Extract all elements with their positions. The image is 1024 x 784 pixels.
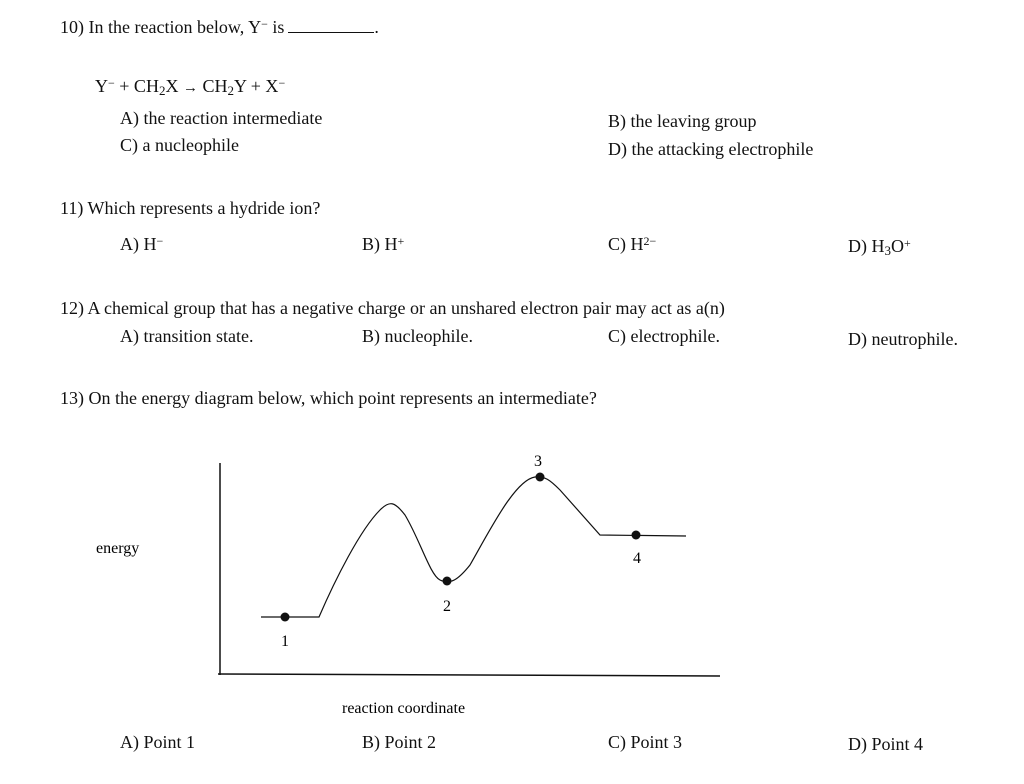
energy-curve — [261, 477, 686, 617]
point-2-marker — [443, 577, 452, 586]
q10-option-b[interactable]: B) the leaving group — [608, 111, 757, 131]
energy-axis-label: energy — [96, 540, 140, 557]
reaction-equation: $Y^- + CH_2X \to CH_2Y + X^-$ — [95, 76, 286, 98]
question-10-stem: 10) In the reaction below, Y− is . — [60, 17, 379, 37]
q13-option-c[interactable]: C) Point 3 — [608, 732, 683, 752]
point-3-label: 3 — [534, 453, 542, 470]
reaction-coordinate-label: reaction coordinate — [342, 700, 466, 717]
q11-option-c[interactable]: C) $H^{2-}$ — [608, 234, 657, 254]
q11-option-b[interactable]: B) H+ — [362, 234, 405, 254]
q11-option-d[interactable]: D) $H_3O^+$ — [848, 236, 911, 258]
point-2-label: 2 — [443, 598, 451, 615]
question-13-stem: 13) On the energy diagram below, which point represents an intermediate? — [60, 388, 597, 408]
point-3-marker — [536, 473, 545, 482]
q10-option-c[interactable]: C) a nucleophile — [120, 135, 239, 155]
q10-option-d[interactable]: D) the attacking electrophile — [608, 139, 814, 159]
q10-option-a[interactable]: A) the reaction intermediate — [120, 108, 323, 128]
q13-option-a[interactable]: A) Point 1 — [120, 732, 196, 752]
point-4-label: 4 — [633, 550, 641, 567]
point-4-marker — [632, 531, 641, 540]
arrow-icon: → — [182, 80, 198, 96]
q13-option-b[interactable]: B) Point 2 — [362, 732, 437, 752]
point-1-label: 1 — [281, 633, 289, 650]
x-axis — [218, 674, 720, 676]
question-12-stem: 12) A chemical group that has a negative charge or an unshared electron pair may act as a(n) — [60, 298, 725, 318]
question-11-stem: 11) Which represents a hydride ion? — [60, 198, 321, 218]
q11-option-a[interactable]: A) H− — [120, 234, 164, 254]
point-1-marker — [281, 613, 290, 622]
q12-option-b[interactable]: B) nucleophile. — [362, 326, 473, 346]
q12-option-d[interactable]: D) neutrophile. — [848, 329, 958, 349]
q13-option-d[interactable]: D) Point 4 — [848, 734, 924, 754]
q12-option-a[interactable]: A) transition state. — [120, 326, 254, 346]
q12-option-c[interactable]: C) electrophile. — [608, 326, 720, 346]
